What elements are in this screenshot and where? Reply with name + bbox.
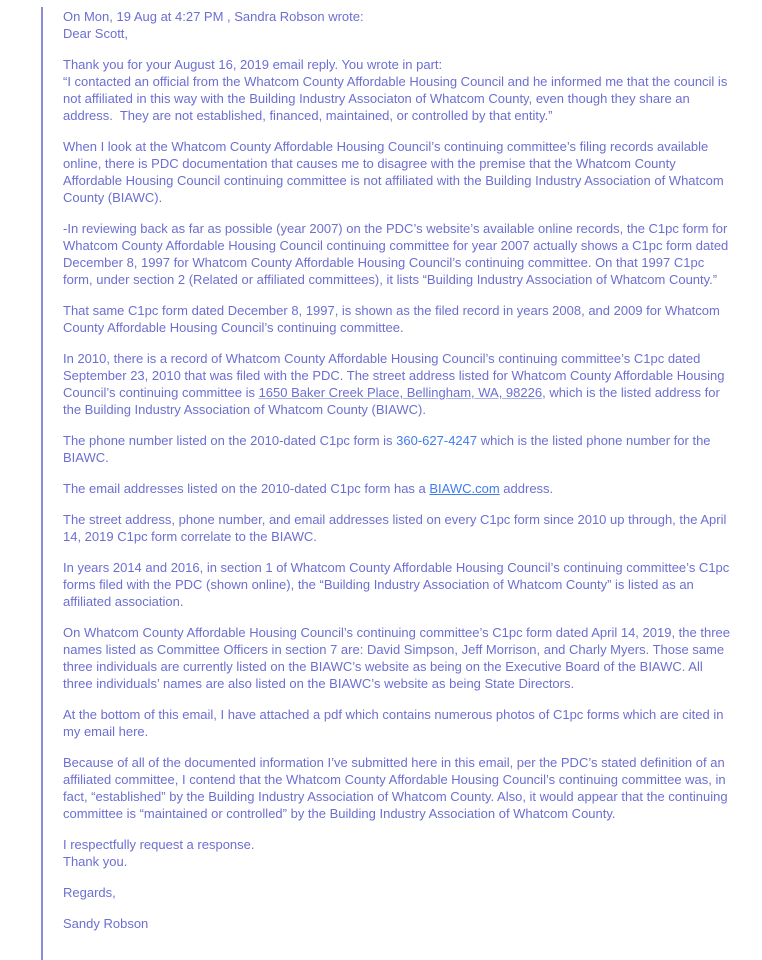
email-body: [63, 8, 734, 946]
paragraph-text: On Whatcom County Affordable Housing Council’s continuing committee’s C1pc form dated April 14, 2019, the three names listed as Committee Officers in section 7 are: David Simpson, Jeff Morrison, and Charly Myers. Those same three individuals are currently listed on the BIAWC’s website as being on the Executive Board of the BIAWC. All three individuals’ names are also listed on the BIAWC’s website as being State Directors.: [63, 625, 734, 691]
paragraph-reviewing-2007: [63, 220, 731, 288]
paragraph-officers: [63, 624, 734, 692]
closing-text: Regards,: [63, 885, 116, 900]
paragraph-text: The email addresses listed on the 2010-dated C1pc form has a: [63, 481, 430, 496]
paragraph-text: -In reviewing back as far as possible (year 2007) on the PDC’s website’s available online records, the C1pc form for Whatcom County Affordable Housing Council continuing committee for year 2007 actually shows a C1pc form dated December 8, 1997 for Whatcom County Affordable Housing Council’s continuing committee. On that 1997 C1pc form, under section 2 (Related or affiliated committees), it lists “Building Industry Association of Whatcom County.”: [63, 221, 732, 287]
request-line: I respectfully request a response.: [63, 837, 255, 852]
biawc-website-link[interactable]: BIAWC.com: [429, 481, 500, 496]
paragraph-text: When I look at the Whatcom County Affordable Housing Council’s continuing committee’s filing records available online, there is PDC documentation that causes me to disagree with the premise that the Whatcom County Affordable Housing Council continuing committee is not affiliated with the Building Industry Association of Whatcom County (BIAWC).: [63, 139, 728, 205]
paragraph-text: Because of all of the documented information I’ve submitted here in this email, per the PDC’s stated definition of an affiliated committee, I contend that the Whatcom County Affordable Housing Council’s continuing committee was, in fact, “established” by the Building Industry Association of Whatcom County. Also, it would appear that the continuing committee is “maintained or controlled” by the Building Industry Association of Whatcom County.: [63, 755, 732, 821]
paragraph-email-address: [63, 480, 731, 497]
signature-text: Sandy Robson: [63, 916, 149, 931]
phone-number-link[interactable]: 360-627-4247: [396, 433, 478, 448]
salutation: Dear Scott,: [63, 26, 129, 41]
paragraph-text: That same C1pc form dated December 8, 1997, is shown as the filed record in years 2008, and 2009 for Whatcom County Affordable Housing Council’s continuing committee.: [63, 303, 724, 335]
paragraph-attachment: [63, 706, 731, 740]
paragraph-phone: [63, 432, 731, 466]
intro-line: Thank you for your August 16, 2019 email reply. You wrote in part:: [63, 57, 443, 72]
paragraph-2010-record: [63, 350, 731, 418]
paragraph-2014-2016: [63, 559, 731, 610]
paragraph-text: , which is the listed address for the Building Industry Association of Whatcom County (BIAWC).: [63, 385, 724, 417]
attribution-block: [63, 8, 731, 42]
request-block: [63, 836, 731, 870]
paragraph-text: At the bottom of this email, I have attached a pdf which contains numerous photos of C1pc forms which are cited in my email here.: [63, 707, 728, 739]
paragraph-correlate: [63, 511, 731, 545]
closing-line: [63, 884, 731, 901]
paragraph-text: which is the listed phone number for the BIAWC.: [63, 433, 715, 465]
attribution-line: On Mon, 19 Aug at 4:27 PM , Sandra Robson wrote:: [63, 9, 364, 24]
paragraph-filing-records: [63, 138, 731, 206]
paragraph-same-form: [63, 302, 731, 336]
paragraph-text: In 2010, there is a record of Whatcom County Affordable Housing Council’s continuing committee’s C1pc dated September 23, 2010 that was filed with the PDC. The street address listed for Whatcom County Affordable Housing Council’s continuing committee is: [63, 351, 729, 400]
thanks-line: Thank you.: [63, 854, 128, 869]
paragraph-text: address.: [499, 481, 554, 496]
quoted-reply-text: “I contacted an official from the Whatcom County Affordable Housing Council and he informed me that the council is not affiliated in this way with the Building Industry Associaton of Whatcom County, even though they share an address. They are not established, financed, maintained, or controlled by that entity.”: [63, 74, 731, 123]
paragraph-conclusion: [63, 754, 731, 822]
paragraph-intro-quote: [63, 56, 731, 124]
street-address-link[interactable]: 1650 Baker Creek Place, Bellingham, WA, 98226: [258, 385, 543, 400]
paragraph-text: The phone number listed on the 2010-dated C1pc form is: [63, 433, 397, 448]
signature-line: [63, 915, 731, 932]
paragraph-text: In years 2014 and 2016, in section 1 of Whatcom County Affordable Housing Council’s continuing committee’s C1pc forms filed with the PDC (shown online), the “Building Industry Association of Whatcom County” is listed as an affiliated association.: [63, 560, 733, 609]
quote-level-bar: [41, 7, 43, 960]
paragraph-text: The street address, phone number, and email addresses listed on every C1pc form since 2010 up through, the April 14, 2019 C1pc form correlate to the BIAWC.: [63, 512, 731, 544]
